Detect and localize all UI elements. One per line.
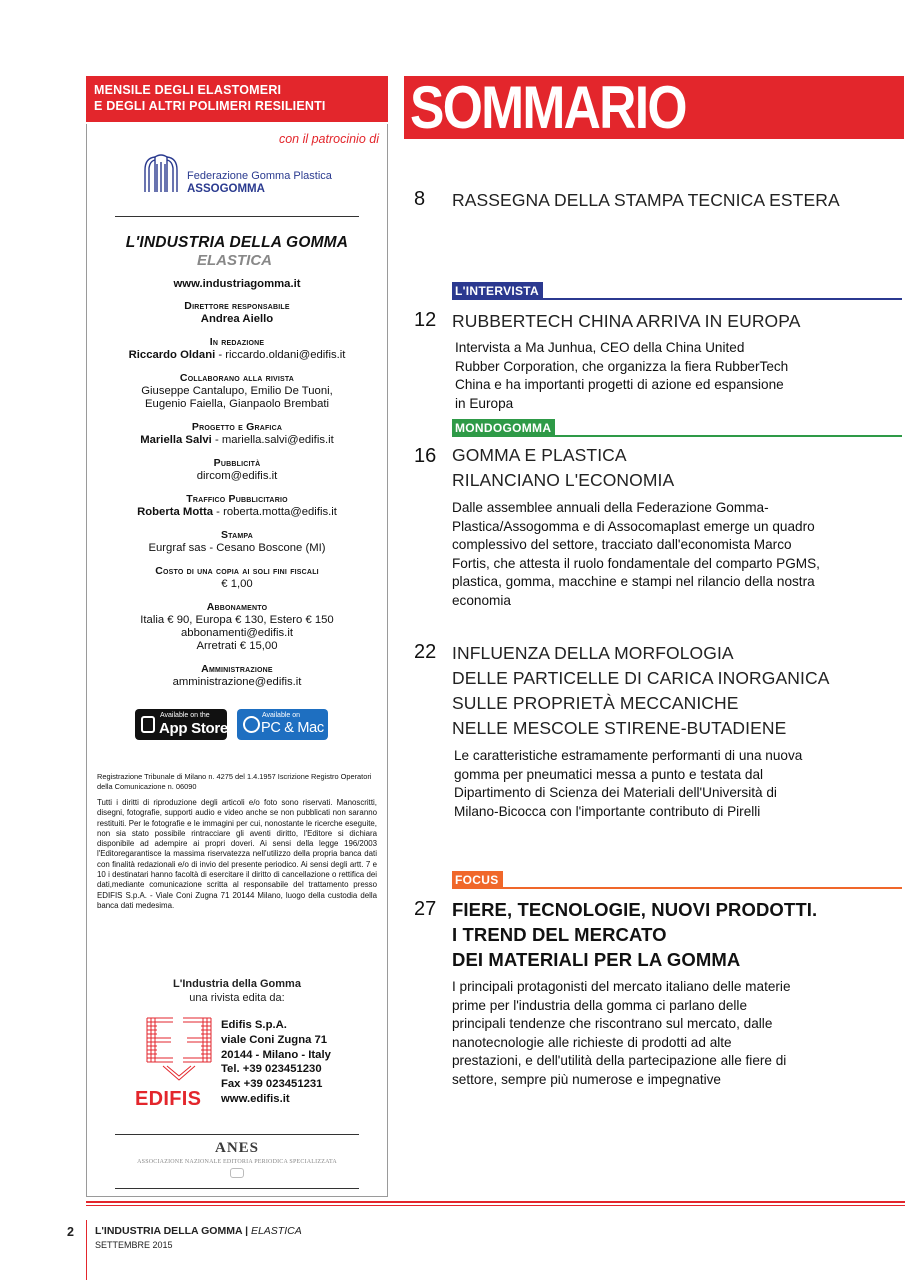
federation-name: Federazione Gomma Plastica bbox=[187, 170, 332, 182]
page-number: 2 bbox=[67, 1225, 74, 1239]
toc-entry-title[interactable]: FIERE, TECNOLOGIE, NUOVI PRODOTTI. I TREND DEL MERCATO DEI MATERIALI PER LA GOMMA bbox=[452, 899, 818, 970]
toc-page-number: 8 bbox=[414, 188, 426, 210]
divider bbox=[115, 216, 359, 217]
toc-entry-description: Dalle assemblee annuali della Federazione Gomma-Plastica/Assogomma e di Assocomaplast emerge un quadro complessivo del settore, tracciato dall'economista Marco Fortis, che attesta il ruolo fondamentale del comparto PGMS, plastica, gomma, macchine e stampi nel rilancio della nostra economia bbox=[452, 500, 820, 608]
section-label: MONDOGOMMA bbox=[452, 419, 555, 437]
app-store-badge[interactable]: Available on the App Store bbox=[135, 709, 227, 740]
assogomma-emblem-icon bbox=[139, 152, 183, 196]
footer-date: SETTEMBRE 2015 bbox=[95, 1240, 173, 1250]
assogomma-name: ASSOGOMMA bbox=[187, 183, 265, 195]
toc-page-number: 16 bbox=[414, 445, 437, 467]
footer-title: L'INDUSTRIA DELLA GOMMA | ELASTICA bbox=[95, 1225, 302, 1237]
credit-copy-cost: Costo di una copia ai soli fini fiscali € 1,00 bbox=[155, 565, 319, 590]
monitor-icon bbox=[243, 716, 260, 733]
divider bbox=[115, 1134, 359, 1135]
store-badges bbox=[135, 709, 335, 741]
credits bbox=[87, 278, 387, 699]
colophon-box bbox=[86, 124, 388, 1197]
credit-director: Direttore responsabile Andrea Aiello bbox=[184, 300, 290, 325]
phone-icon bbox=[141, 716, 155, 733]
credit-traffic: Traffico Pubblicitario Roberta Motta - roberta.motta@edifis.it bbox=[137, 493, 337, 518]
assogomma-logo bbox=[139, 152, 359, 198]
section-intervista bbox=[452, 282, 902, 300]
anes-description: ASSOCIAZIONE NAZIONALE EDITORIA PERIODICA SPECIALIZZATA bbox=[137, 1159, 337, 1165]
toc-entry-description: Intervista a Ma Junhua, CEO della China United Rubber Corporation, che organizza la fiera RubberTech China e ha importanti progetti di azione ed espansione in Europa bbox=[455, 340, 789, 411]
toc-entry-description: Le caratteristiche estramamente performanti di una nuova gomma per pneumatici messa a punto e testata dal Dipartimento di Scienza dei Materiali dell'Università di Milano-Bicocca con l'importante contributo di Pirelli bbox=[454, 748, 803, 819]
toc-entry-title[interactable]: RUBBERTECH CHINA ARRIVA IN EUROPA bbox=[452, 311, 801, 331]
toc-entry-title[interactable]: INFLUENZA DELLA MORFOLOGIA DELLE PARTICELLE DI CARICA INORGANICA SULLE PROPRIETÀ MECCANICHE NELLE MESCOLE STIRENE-BUTADIENE bbox=[452, 643, 830, 738]
edifis-logo-icon bbox=[143, 1014, 215, 1086]
section-rule bbox=[452, 887, 902, 889]
footer-rule bbox=[86, 1201, 905, 1203]
anes-seal-icon bbox=[230, 1168, 244, 1178]
credit-print: Stampa Eurgraf sas - Cesano Boscone (MI) bbox=[148, 529, 326, 554]
pc-mac-badge[interactable]: Available on PC & Mac bbox=[237, 709, 328, 740]
magazine-subtitle-line1: MENSILE DEGLI ELASTOMERI bbox=[94, 83, 282, 97]
toc-page-number: 27 bbox=[414, 898, 437, 920]
magazine-subtitle-line2: E DEGLI ALTRI POLIMERI RESILIENTI bbox=[94, 99, 326, 113]
registration-text: Registrazione Tribunale di Milano n. 4275 del 1.4.1957 Iscrizione Registro Operatori della Comunicazione n. 06090 bbox=[97, 772, 372, 791]
footer-rule bbox=[86, 1205, 905, 1206]
toc-entry-title[interactable]: GOMMA E PLASTICA RILANCIANO L'ECONOMIA bbox=[452, 445, 675, 490]
anes-logo bbox=[87, 1140, 387, 1178]
credit-editorial: In redazione Riccardo Oldani - riccardo.oldani@edifis.it bbox=[128, 336, 346, 361]
patronage-text: con il patrocinio di bbox=[278, 132, 379, 146]
publisher-website-link[interactable]: www.edifis.it bbox=[221, 1092, 290, 1105]
divider bbox=[115, 1188, 359, 1189]
anes-name: ANES bbox=[214, 1140, 259, 1156]
footer-vertical-rule bbox=[86, 1220, 87, 1280]
toc-entry-description: I principali protagonisti del mercato italiano delle materie prime per l'industria della gomma ci parlano delle principali tendenze che riscontrano sul mercato, dalle nanotecnologie alle richieste di prodotti ad alte prestazioni, e dell'utilità della partecipazione alle fiere di settore, sempre più numerose e impegnative bbox=[452, 979, 791, 1087]
publisher-address: Edifis S.p.A. viale Coni Zugna 71 20144 - Milano - Italy Tel. +39 023451230 Fax +39 023451231 www.edifis.it bbox=[221, 1019, 331, 1105]
section-label: FOCUS bbox=[452, 871, 503, 889]
credit-contributors: Collaborano alla rivista Giuseppe Cantalupo, Emilio De Tuoni, Eugenio Faiella, Gianpaolo Brembati bbox=[141, 372, 333, 410]
credit-administration: Amministrazione amministrazione@edifis.it bbox=[172, 663, 302, 688]
toc-page-number: 12 bbox=[414, 309, 437, 331]
publisher-intro: L'Industria della Gomma una rivista edita da: bbox=[173, 978, 301, 1004]
masthead-title: L'INDUSTRIA DELLA GOMMA bbox=[125, 234, 349, 251]
masthead-subtitle: ELASTICA bbox=[197, 252, 272, 269]
toc-title-band bbox=[404, 76, 904, 139]
section-focus bbox=[452, 871, 902, 889]
credit-subscription: Abbonamento Italia € 90, Europa € 130, Estero € 150 abbonamenti@edifis.it Arretrati € 15,00 bbox=[140, 601, 334, 652]
toc-title: SOMMARIO bbox=[410, 74, 686, 141]
section-mondogomma bbox=[452, 419, 902, 437]
magazine-subtitle-band bbox=[86, 76, 388, 122]
toc-entry-title[interactable]: RASSEGNA DELLA STAMPA TECNICA ESTERA bbox=[452, 190, 840, 210]
credit-design: Progetto e Grafica Mariella Salvi - mariella.salvi@edifis.it bbox=[140, 421, 334, 446]
website-link[interactable]: www.industriagomma.it bbox=[173, 278, 301, 290]
rights-text: Tutti i diritti di riproduzione degli articoli e/o foto sono riservati. Manoscritti, disegni, fotografie, supporti audio e video anche se non pubblicati non saranno restituiti. Per le fotografie e le immagini per cui, nonostante le ricerche eseguite, non sia stato possibile rintracciare gli aventi diritto, l'Editore si dichiara disponibile ad adempire ai propri doveri. Ai sensi della legge 196/2003 l'Editoregarantisce la massima riservatezza nell'utilizzo della propria banca dati con finalità redazionali e/o di invio del presente periodico. Ai sensi degli artt. 7 e 10 i destinatari hanno facoltà di esercitare il diritto di cancellazione o rettifica dei dati,mediante comunicazione scritta al responsabile del trattamento presso EDIFIS S.p.A. - Viale Coni Zugna 71 20144 Milano, luogo della custodia della banca dati medesima. bbox=[97, 798, 377, 910]
masthead bbox=[87, 234, 387, 269]
edifis-block bbox=[135, 1010, 375, 1120]
edifis-logo-text: EDIFIS bbox=[135, 1088, 202, 1110]
toc-page-number: 22 bbox=[414, 641, 437, 663]
section-label: L'INTERVISTA bbox=[452, 282, 543, 300]
credit-ads: Pubblicità dircom@edifis.it bbox=[196, 457, 278, 482]
